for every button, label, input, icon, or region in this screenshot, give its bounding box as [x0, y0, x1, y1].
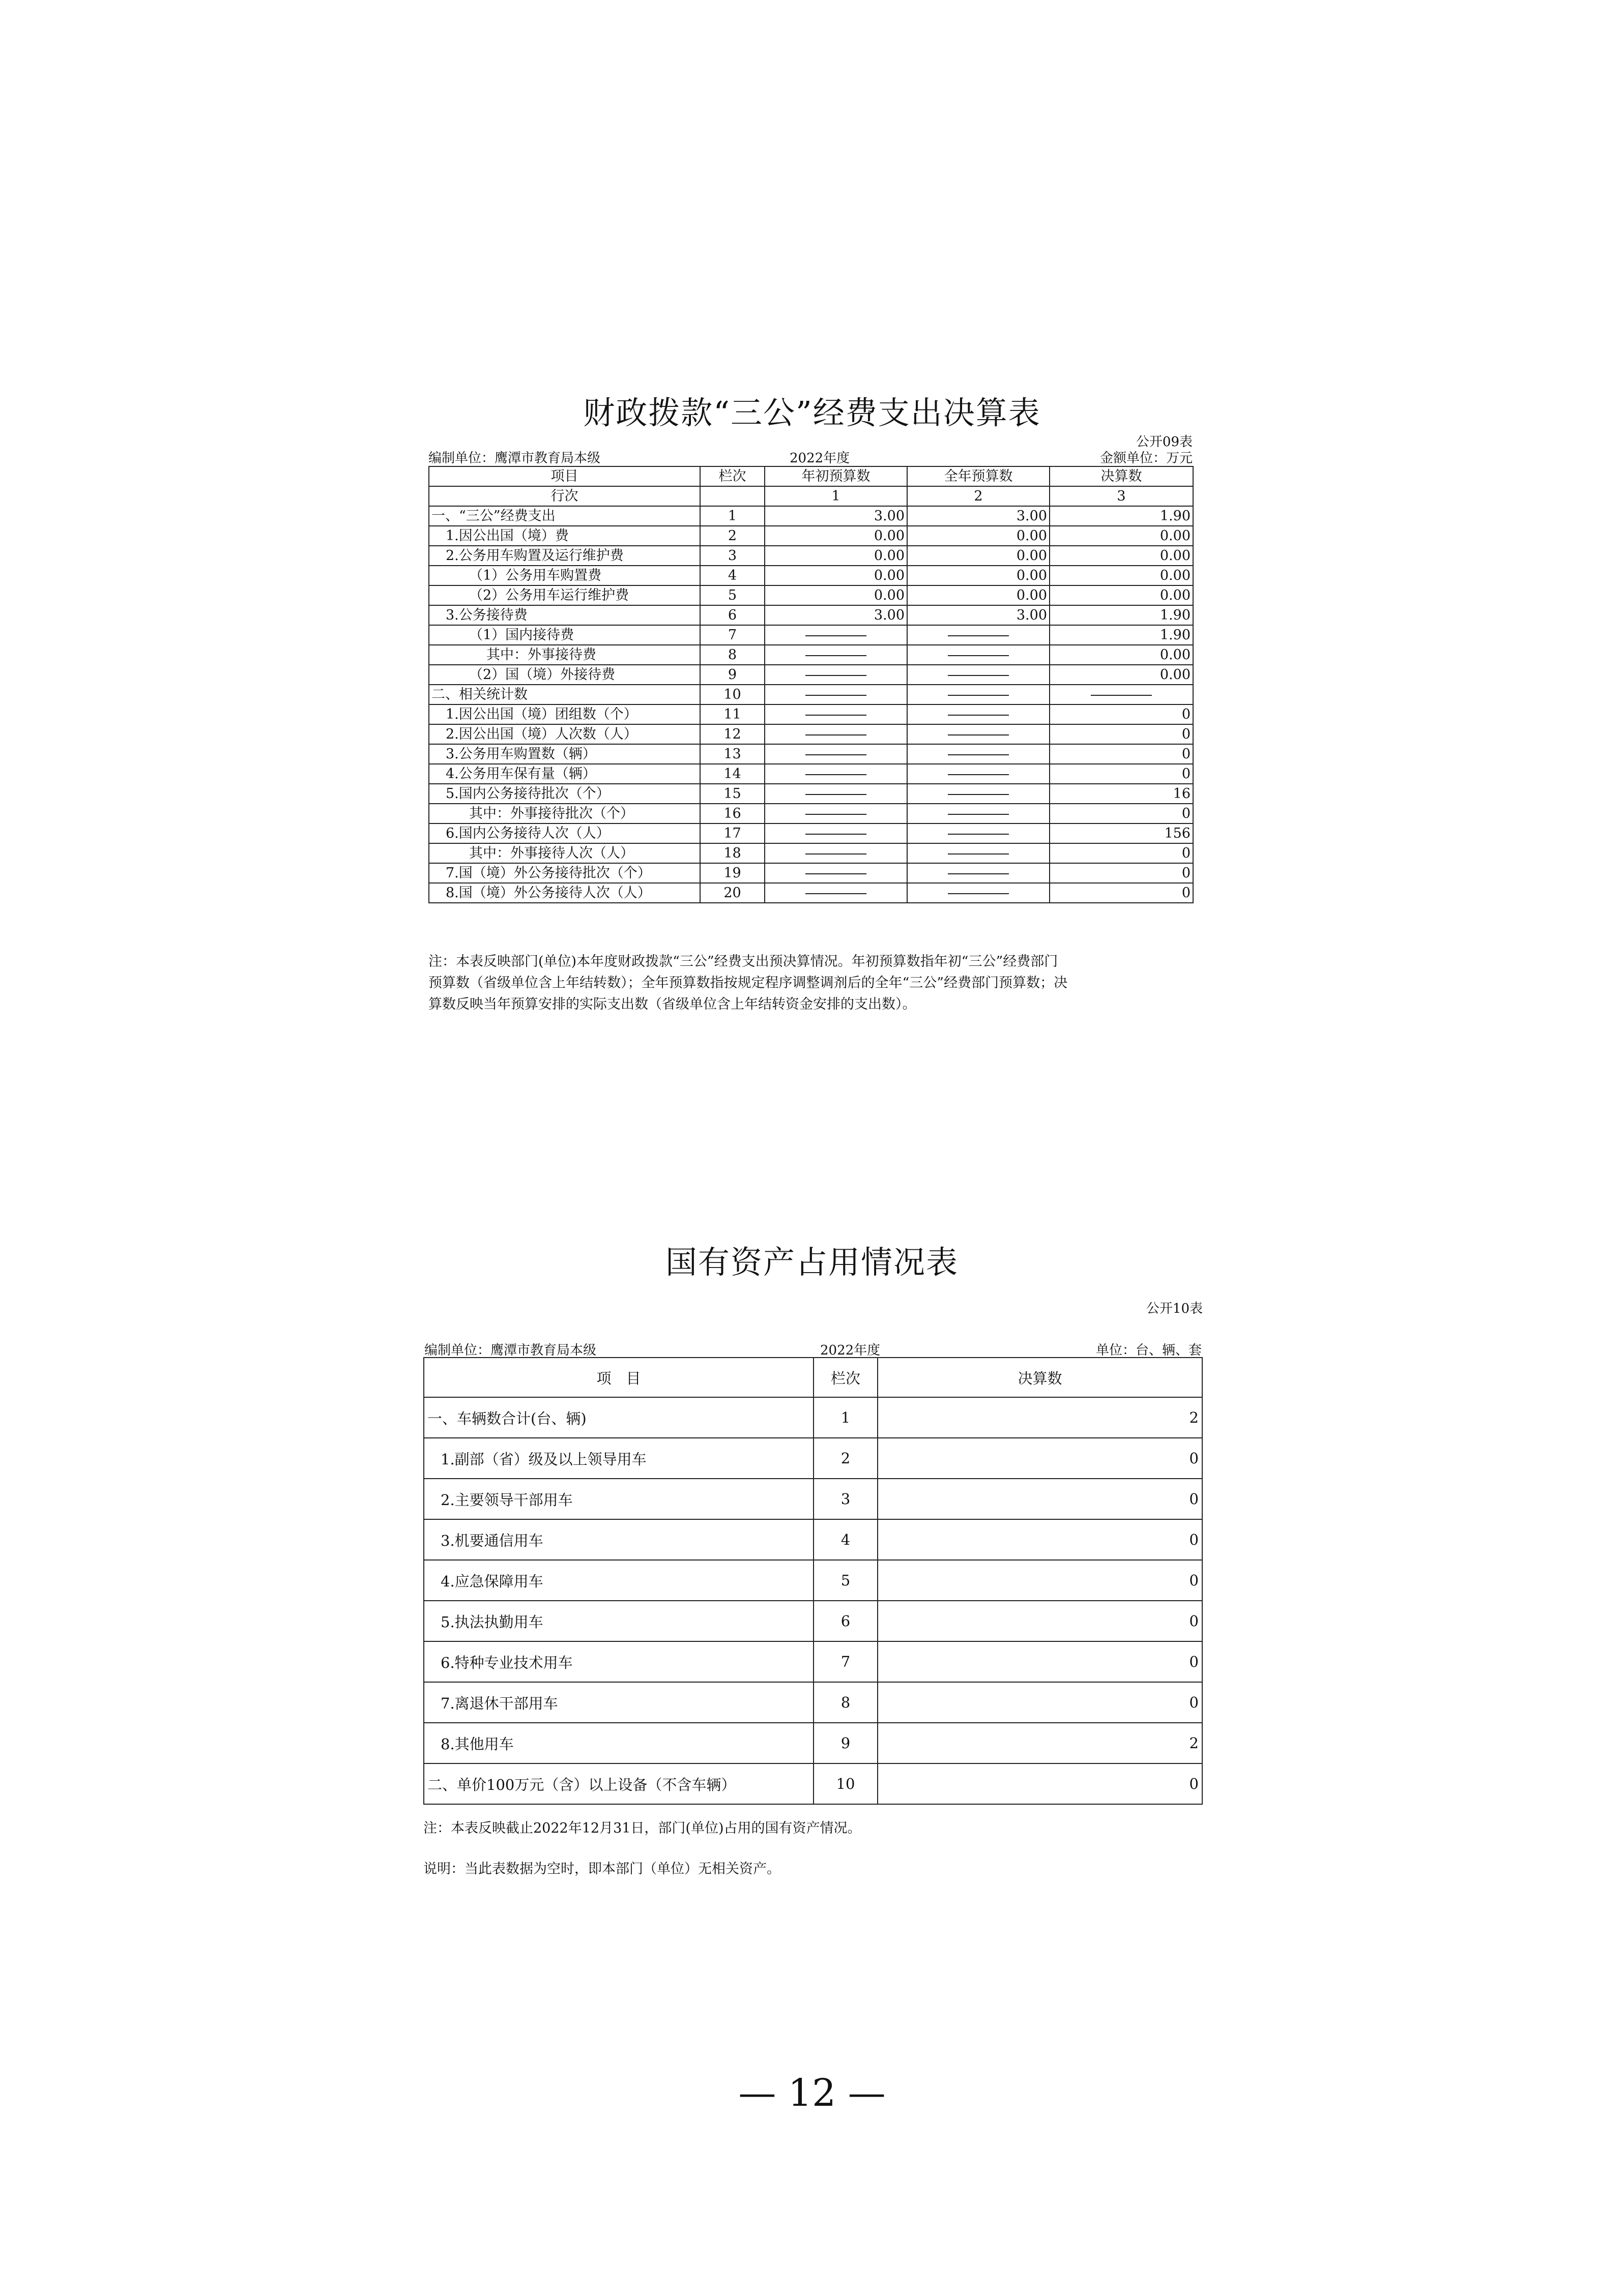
table-row [424, 1682, 1202, 1723]
table2-note: 注：本表反映截止2022年12月31日，部门(单位)占用的国有资产情况。 [423, 1820, 861, 1836]
table-header-row [429, 466, 1193, 486]
row-item: 5.执法执勤用车 [424, 1601, 814, 1641]
header-final: 决算数 [1050, 466, 1193, 486]
row-item: 其中：外事接待人次（人） [429, 843, 700, 863]
row-no: 7 [814, 1641, 878, 1682]
row-no: 2 [700, 526, 765, 546]
table1-org: 编制单位：鹰潭市教育局本级 [428, 451, 601, 466]
dash-line [948, 853, 1009, 855]
table-row [429, 526, 1193, 546]
table-row [429, 605, 1193, 625]
row-no: 2 [814, 1438, 878, 1479]
table-row [429, 546, 1193, 566]
dash-line [805, 695, 866, 696]
row-no: 20 [700, 883, 765, 903]
row-final: 0 [1050, 883, 1193, 903]
row-item: 7.离退休干部用车 [424, 1682, 814, 1723]
row-value: 0 [878, 1479, 1202, 1519]
table-row [429, 744, 1193, 764]
table-row [429, 883, 1193, 903]
dash-line [1091, 695, 1152, 696]
dash-line [948, 893, 1009, 894]
row-item: 二、单价100万元（含）以上设备（不含车辆） [424, 1763, 814, 1804]
subheader-label: 行次 [429, 486, 700, 506]
dash-line [805, 794, 866, 795]
row-no: 1 [700, 506, 765, 526]
row-item: 6.国内公务接待人次（人） [429, 823, 700, 843]
dash-line [948, 655, 1009, 656]
row-no: 4 [700, 566, 765, 585]
row-item: 1.副部（省）级及以上领导用车 [424, 1438, 814, 1479]
note-line: 预算数（省级单位含上年结转数）；全年预算数指按规定程序调整调剂后的全年“三公”经费部门预算数；决 [428, 975, 1068, 991]
row-no: 19 [700, 863, 765, 883]
row-initial-dash [765, 823, 907, 843]
row-no: 6 [700, 605, 765, 625]
row-no: 12 [700, 724, 765, 744]
table1-title: 财政拨款“三公”经费支出决算表 [583, 394, 1041, 431]
table-row [429, 585, 1193, 605]
table2-title: 国有资产占用情况表 [665, 1244, 959, 1281]
row-initial-dash [765, 724, 907, 744]
row-initial: 0.00 [765, 546, 907, 566]
dash-line [948, 873, 1009, 874]
row-no: 10 [814, 1763, 878, 1804]
row-initial-dash [765, 685, 907, 704]
header-no: 栏次 [814, 1358, 878, 1397]
table2-unit: 单位：台、辆、套 [1095, 1343, 1202, 1358]
row-no: 10 [700, 685, 765, 704]
row-initial-dash [765, 784, 907, 804]
row-item: （1）公务用车购置费 [429, 566, 700, 585]
row-item: 其中：外事接待批次（个） [429, 804, 700, 823]
page-number: — 12 — [738, 2071, 886, 2115]
table2-year: 2022年度 [820, 1343, 881, 1358]
row-final: 0.00 [1050, 645, 1193, 665]
row-item: （2）国（境）外接待费 [429, 665, 700, 685]
table-row [429, 625, 1193, 645]
subheader-col2: 2 [907, 486, 1050, 506]
row-no: 7 [700, 625, 765, 645]
header-item: 项目 [429, 466, 700, 486]
dash-line [805, 814, 866, 815]
dash-line [948, 814, 1009, 815]
row-item: 二、相关统计数 [429, 685, 700, 704]
row-final: 1.90 [1050, 506, 1193, 526]
table-row [424, 1438, 1202, 1479]
row-item: 4.公务用车保有量（辆） [429, 764, 700, 784]
row-item: 7.国（境）外公务接待批次（个） [429, 863, 700, 883]
row-annual: 0.00 [907, 566, 1050, 585]
dash-line [805, 873, 866, 874]
table2-meta [424, 1340, 1202, 1357]
row-final: 0.00 [1050, 526, 1193, 546]
table2-code: 公开10表 [1146, 1301, 1203, 1316]
dash-line [948, 754, 1009, 755]
row-no: 5 [814, 1560, 878, 1601]
row-value: 0 [878, 1560, 1202, 1601]
row-item: 8.其他用车 [424, 1723, 814, 1763]
dash-line [948, 734, 1009, 735]
table-row [429, 566, 1193, 585]
table-row [429, 784, 1193, 804]
subheader-col3: 3 [1050, 486, 1193, 506]
row-annual-dash [907, 685, 1050, 704]
row-annual-dash [907, 625, 1050, 645]
header-item: 项 目 [424, 1358, 814, 1397]
row-initial: 3.00 [765, 506, 907, 526]
row-value: 0 [878, 1682, 1202, 1723]
table-row [429, 724, 1193, 744]
row-item: 2.公务用车购置及运行维护费 [429, 546, 700, 566]
row-initial-dash [765, 744, 907, 764]
note-line: 注：本表反映部门(单位)本年度财政拨款“三公”经费支出预决算情况。年初预算数指年初“三公”经费部门 [428, 954, 1058, 969]
row-final: 0.00 [1050, 665, 1193, 685]
row-no: 13 [700, 744, 765, 764]
row-final: 16 [1050, 784, 1193, 804]
table-row [429, 863, 1193, 883]
row-initial-dash [765, 804, 907, 823]
row-value: 2 [878, 1397, 1202, 1438]
row-no: 18 [700, 843, 765, 863]
row-no: 9 [700, 665, 765, 685]
row-final: 0 [1050, 724, 1193, 744]
row-no: 6 [814, 1601, 878, 1641]
row-value: 0 [878, 1763, 1202, 1804]
row-final: 0 [1050, 843, 1193, 863]
row-item: （2）公务用车运行维护费 [429, 585, 700, 605]
table-row [429, 685, 1193, 704]
row-initial: 3.00 [765, 605, 907, 625]
row-item: 一、车辆数合计(台、辆) [424, 1397, 814, 1438]
row-no: 16 [700, 804, 765, 823]
row-annual-dash [907, 784, 1050, 804]
row-annual-dash [907, 704, 1050, 724]
row-value: 0 [878, 1519, 1202, 1560]
table-row [424, 1397, 1202, 1438]
table-row [424, 1641, 1202, 1682]
row-annual-dash [907, 863, 1050, 883]
row-no: 15 [700, 784, 765, 804]
three-public-expense-table [428, 466, 1194, 903]
table-header-row [424, 1358, 1202, 1397]
table1-note [428, 951, 1193, 1015]
row-value: 0 [878, 1601, 1202, 1641]
row-value: 0 [878, 1438, 1202, 1479]
row-value: 0 [878, 1641, 1202, 1682]
table1-meta [428, 448, 1193, 465]
row-item: 2.因公出国（境）人次数（人） [429, 724, 700, 744]
table-row [424, 1723, 1202, 1763]
row-no: 14 [700, 764, 765, 784]
row-no: 11 [700, 704, 765, 724]
dash-line [805, 834, 866, 835]
row-initial-dash [765, 665, 907, 685]
row-item: 3.公务接待费 [429, 605, 700, 625]
dash-line [948, 774, 1009, 775]
dash-line [805, 853, 866, 855]
row-initial: 0.00 [765, 585, 907, 605]
header-annual-budget: 全年预算数 [907, 466, 1050, 486]
table-row [429, 645, 1193, 665]
row-annual: 0.00 [907, 585, 1050, 605]
row-final: 1.90 [1050, 625, 1193, 645]
row-no: 1 [814, 1397, 878, 1438]
row-no: 4 [814, 1519, 878, 1560]
row-item: 3.公务用车购置数（辆） [429, 744, 700, 764]
row-final: 1.90 [1050, 605, 1193, 625]
row-no: 5 [700, 585, 765, 605]
row-annual-dash [907, 883, 1050, 903]
dash-line [805, 655, 866, 656]
row-initial-dash [765, 764, 907, 784]
row-initial-dash [765, 625, 907, 645]
header-no: 栏次 [700, 466, 765, 486]
dash-line [805, 774, 866, 775]
header-final: 决算数 [878, 1358, 1202, 1397]
row-final: 0 [1050, 863, 1193, 883]
row-initial-dash [765, 704, 907, 724]
row-item: 其中：外事接待费 [429, 645, 700, 665]
table-row [429, 823, 1193, 843]
row-annual-dash [907, 823, 1050, 843]
table-row [429, 804, 1193, 823]
row-annual: 3.00 [907, 506, 1050, 526]
row-initial-dash [765, 645, 907, 665]
row-annual-dash [907, 724, 1050, 744]
row-no: 8 [814, 1682, 878, 1723]
dash-line [805, 635, 866, 636]
table1-unit: 金额单位：万元 [1099, 451, 1193, 466]
table-row [424, 1560, 1202, 1601]
row-final: 0 [1050, 704, 1193, 724]
table-row [429, 665, 1193, 685]
row-final: 0 [1050, 804, 1193, 823]
dash-line [805, 715, 866, 716]
dash-line [948, 715, 1009, 716]
dash-line [948, 635, 1009, 636]
row-item: 2.主要领导干部用车 [424, 1479, 814, 1519]
row-annual-dash [907, 744, 1050, 764]
table-row [429, 764, 1193, 784]
row-annual-dash [907, 645, 1050, 665]
table1-code: 公开09表 [1136, 434, 1193, 450]
row-value: 2 [878, 1723, 1202, 1763]
row-item: 8.国（境）外公务接待人次（人） [429, 883, 700, 903]
row-item: （1）国内接待费 [429, 625, 700, 645]
state-assets-table [423, 1357, 1203, 1805]
note-line: 算数反映当年预算安排的实际支出数（省级单位含上年结转资金安排的支出数）。 [428, 996, 916, 1012]
row-final: 0.00 [1050, 566, 1193, 585]
row-no: 9 [814, 1723, 878, 1763]
row-annual-dash [907, 665, 1050, 685]
row-item: 6.特种专业技术用车 [424, 1641, 814, 1682]
dash-line [805, 734, 866, 735]
row-final: 0.00 [1050, 546, 1193, 566]
dash-line [805, 675, 866, 676]
row-initial-dash [765, 883, 907, 903]
row-annual: 0.00 [907, 526, 1050, 546]
table-row [424, 1601, 1202, 1641]
table1-year: 2022年度 [790, 451, 850, 466]
table-row [429, 704, 1193, 724]
table2-explanation: 说明：当此表数据为空时，即本部门（单位）无相关资产。 [423, 1861, 780, 1877]
table-row [424, 1519, 1202, 1560]
dash-line [948, 675, 1009, 676]
row-item: 3.机要通信用车 [424, 1519, 814, 1560]
row-final: 0 [1050, 744, 1193, 764]
row-no: 8 [700, 645, 765, 665]
row-item: 4.应急保障用车 [424, 1560, 814, 1601]
row-item: 5.国内公务接待批次（个） [429, 784, 700, 804]
table-row [429, 843, 1193, 863]
row-annual-dash [907, 843, 1050, 863]
row-initial-dash [765, 843, 907, 863]
row-annual: 3.00 [907, 605, 1050, 625]
table-row [424, 1479, 1202, 1519]
dash-line [948, 834, 1009, 835]
row-no: 3 [700, 546, 765, 566]
row-annual: 0.00 [907, 546, 1050, 566]
subheader-col1: 1 [765, 486, 907, 506]
row-annual-dash [907, 804, 1050, 823]
row-initial-dash [765, 863, 907, 883]
row-initial: 0.00 [765, 566, 907, 585]
header-initial-budget: 年初预算数 [765, 466, 907, 486]
row-item: 1.因公出国（境）团组数（个） [429, 704, 700, 724]
row-initial: 0.00 [765, 526, 907, 546]
table-row [429, 506, 1193, 526]
row-final: 0 [1050, 764, 1193, 784]
table2-org: 编制单位：鹰潭市教育局本级 [424, 1343, 597, 1358]
dash-line [948, 695, 1009, 696]
row-item: 一、“三公”经费支出 [429, 506, 700, 526]
row-final: 0.00 [1050, 585, 1193, 605]
row-item: 1.因公出国（境）费 [429, 526, 700, 546]
dash-line [805, 754, 866, 755]
row-no: 17 [700, 823, 765, 843]
row-annual-dash [907, 764, 1050, 784]
table-row [424, 1763, 1202, 1804]
row-final: 156 [1050, 823, 1193, 843]
row-final-dash [1050, 685, 1193, 704]
dash-line [948, 794, 1009, 795]
dash-line [805, 893, 866, 894]
table-subheader-row [429, 486, 1193, 506]
row-no: 3 [814, 1479, 878, 1519]
